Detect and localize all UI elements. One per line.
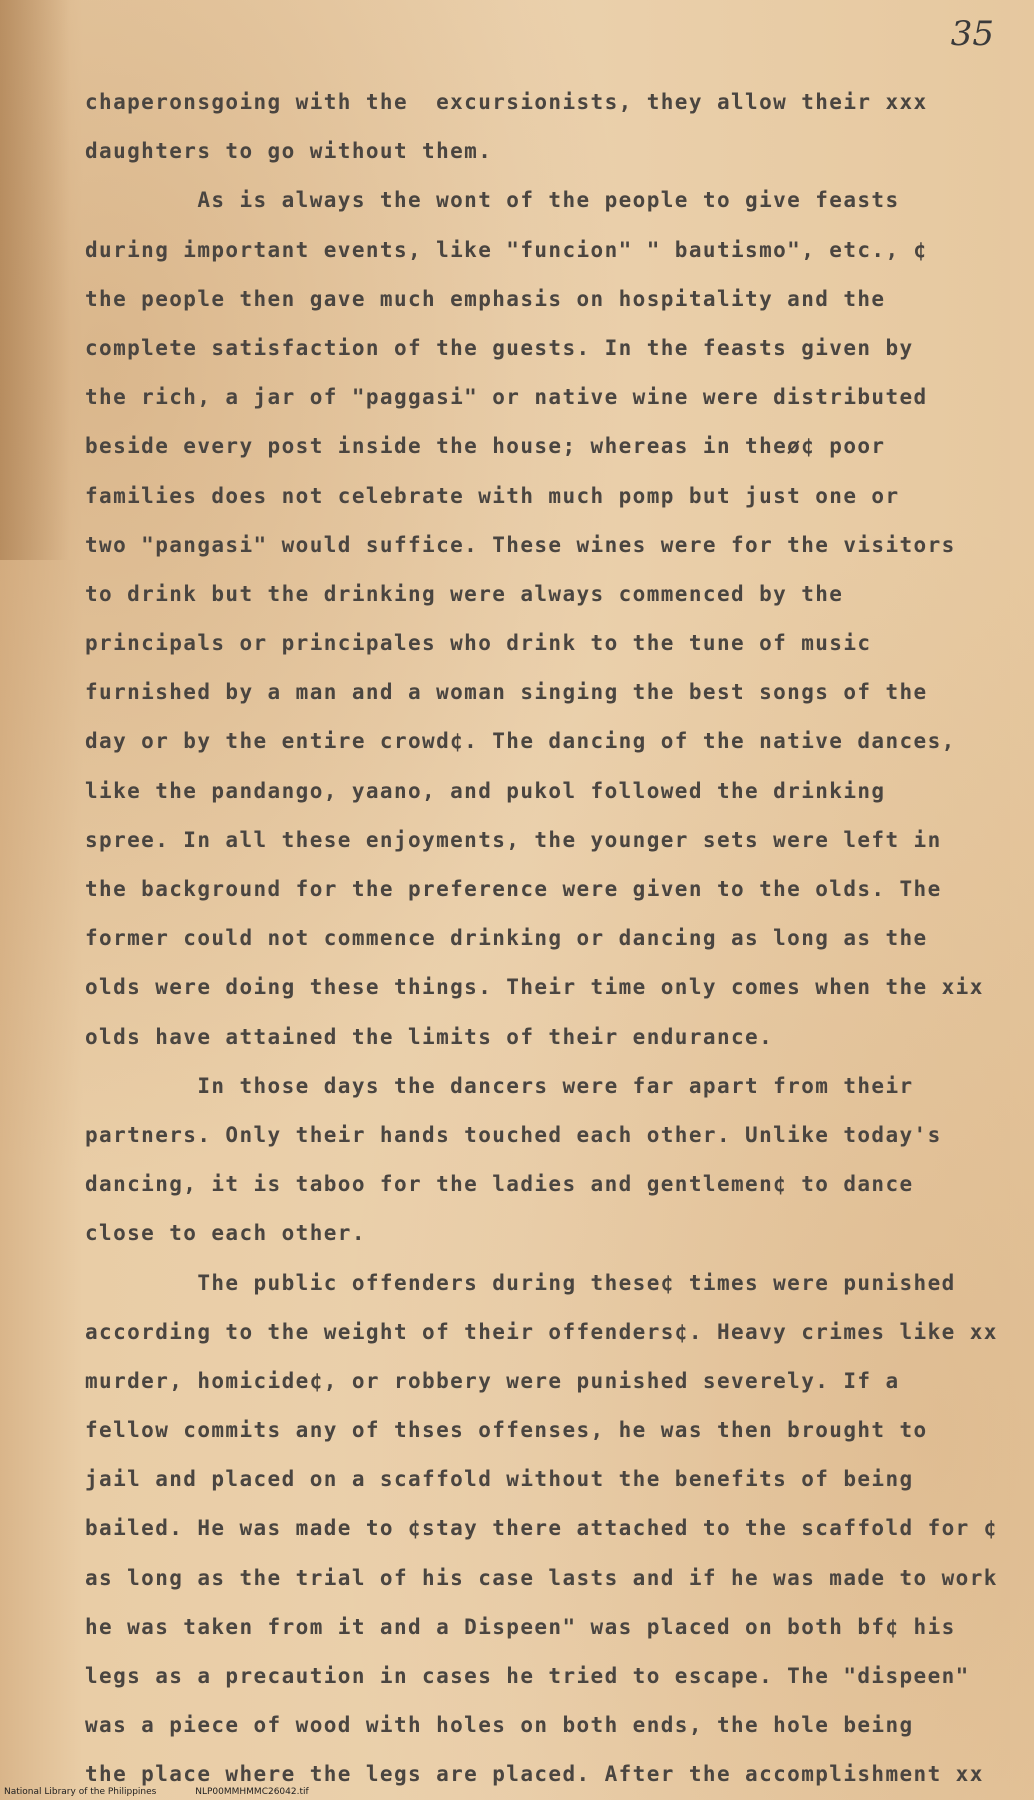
- footer-file: NLP00MMHMMC26042.tif: [195, 1787, 309, 1797]
- footer-library: National Library of the Philippines: [4, 1787, 157, 1797]
- text-line: to drink but the drinking were always commenced by the: [85, 581, 844, 606]
- text-line: bailed. He was made to ¢stay there attached to the scaffold for ¢: [85, 1516, 998, 1541]
- text-line: day or by the entire crowd¢. The dancing of the native dances,: [85, 729, 956, 754]
- text-line: jail and placed on a scaffold without the benefits of being: [85, 1467, 914, 1492]
- page-number: 35: [950, 14, 994, 54]
- text-line: the people then gave much emphasis on hospitality and the: [85, 286, 886, 311]
- text-line: during important events, like "funcion" " bautismo", etc., ¢: [85, 237, 928, 262]
- text-line: legs as a precaution in cases he tried to escape. The "dispeen": [85, 1664, 970, 1688]
- text-line: the background for the preference were given to the olds. The: [85, 877, 942, 901]
- torn-paper-edge: [0, 0, 70, 560]
- text-line: dancing, it is taboo for the ladies and gentlemen¢ to dance: [85, 1172, 914, 1197]
- typed-text-body: [85, 78, 1015, 1800]
- text-line: families does not celebrate with much pomp but just one or: [85, 483, 900, 508]
- text-line: two "pangasi" would suffice. These wines were for the visitors: [85, 532, 956, 557]
- text-line: like the pandango, yaano, and pukol followed the drinking: [85, 778, 886, 803]
- text-line: daughters to go without them.: [85, 139, 493, 164]
- text-line: according to the weight of their offenders¢. Heavy crimes like xx: [85, 1319, 998, 1344]
- text-line: former could not commence drinking or dancing as long as the: [85, 926, 928, 951]
- text-line: close to each other.: [85, 1221, 366, 1246]
- text-line: the rich, a jar of "paggasi" or native wine were distributed: [85, 385, 928, 410]
- text-line: partners. Only their hands touched each other. Unlike today's: [85, 1122, 942, 1147]
- text-line: complete satisfaction of the guests. In the feasts given by: [85, 335, 914, 360]
- text-line: As is always the wont of the people to give feasts: [85, 188, 900, 213]
- text-line: The public offenders during these¢ times were punished: [85, 1270, 956, 1295]
- text-line: the place where the legs are placed. After the accomplishment xx: [85, 1762, 984, 1787]
- text-line: chaperonsgoing with the excursionists, they allow their xxx: [85, 90, 928, 114]
- text-line: murder, homicide¢, or robbery were punished severely. If a: [85, 1368, 900, 1393]
- text-line: beside every post inside the house; whereas in theø¢ poor: [85, 434, 886, 459]
- text-line: olds have attained the limits of their endurance.: [85, 1024, 774, 1049]
- text-line: fellow commits any of thses offenses, he was then brought to: [85, 1418, 928, 1443]
- text-line: olds were doing these things. Their time only comes when the xix: [85, 975, 984, 1000]
- text-line: he was taken from it and a Dispeen" was placed on both bf¢ his: [85, 1614, 956, 1639]
- text-line: was a piece of wood with holes on both ends, the hole being: [85, 1713, 914, 1738]
- text-line: In those days the dancers were far apart from their: [85, 1073, 914, 1098]
- text-line: furnished by a man and a woman singing the best songs of the: [85, 680, 928, 705]
- text-line: principals or principales who drink to the tune of music: [85, 631, 872, 656]
- text-line: spree. In all these enjoyments, the younger sets were left in: [85, 827, 942, 852]
- scan-footer: [0, 1787, 1034, 1797]
- text-line: as long as the trial of his case lasts and if he was made to work: [85, 1565, 998, 1590]
